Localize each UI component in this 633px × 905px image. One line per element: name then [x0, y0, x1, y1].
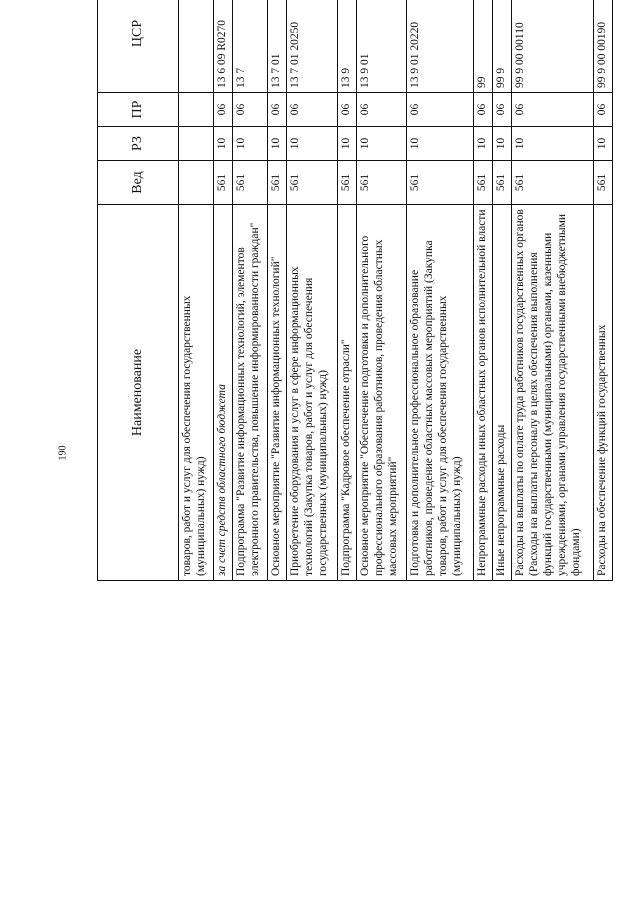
- row-csr: 13 6 09 R0270: [213, 0, 232, 93]
- table-row: [286, 0, 337, 581]
- row-rz: 10: [286, 127, 337, 161]
- row-rz: [179, 127, 214, 161]
- budget-table: [97, 0, 613, 581]
- row-pr: 06: [213, 93, 232, 127]
- row-name: Подпрограмма "Развитие информационных технологий, элементов электронного правительства, повышение информированности граждан": [232, 205, 267, 581]
- header-rz: РЗ: [98, 127, 179, 161]
- row-rz: 10: [492, 127, 511, 161]
- row-ved: 561: [356, 161, 407, 205]
- row-pr: 06: [473, 93, 492, 127]
- row-csr: 99: [473, 0, 492, 93]
- table-row: [492, 0, 511, 581]
- row-csr: [179, 0, 214, 93]
- row-rz: 10: [337, 127, 356, 161]
- row-rz: 10: [473, 127, 492, 161]
- table-row: [267, 0, 286, 581]
- row-pr: 06: [286, 93, 337, 127]
- row-rz: 10: [267, 127, 286, 161]
- row-pr: 06: [337, 93, 356, 127]
- row-pr: 06: [511, 93, 593, 127]
- header-ved: Вед: [98, 161, 179, 205]
- row-ved: 561: [232, 161, 267, 205]
- row-csr: 13 9: [337, 0, 356, 93]
- row-csr: 13 7 01 20250: [286, 0, 337, 93]
- table-row: [593, 0, 612, 581]
- row-rz: 10: [407, 127, 473, 161]
- table-row: [356, 0, 407, 581]
- row-name: Подпрограмма "Кадровое обеспечение отрасли": [337, 205, 356, 581]
- header-pr: ПР: [98, 93, 179, 127]
- row-pr: [179, 93, 214, 127]
- table-row: [337, 0, 356, 581]
- row-rz: 10: [213, 127, 232, 161]
- row-pr: 06: [593, 93, 612, 127]
- row-name: Иные непрограммные расходы: [492, 205, 511, 581]
- row-rz: 10: [232, 127, 267, 161]
- row-name: Приобретение оборудования и услуг в сфере информационных технологий (Закупка товаров, работ и услуг для обеспечения государственных (муниципальных) нужд): [286, 205, 337, 581]
- row-ved: 561: [267, 161, 286, 205]
- row-csr: 13 7: [232, 0, 267, 93]
- row-name: Расходы на обеспечение функций государственных: [593, 205, 612, 581]
- header-row: [98, 0, 179, 581]
- row-ved: 561: [407, 161, 473, 205]
- header-name: Наименование: [98, 205, 179, 581]
- row-ved: 561: [511, 161, 593, 205]
- row-rz: 10: [593, 127, 612, 161]
- row-name: Основное мероприятие "Обеспечение подготовки и дополнительного профессионального образования работников, проведения областных массовых мероприятий": [356, 205, 407, 581]
- row-pr: 06: [492, 93, 511, 127]
- header-csr: ЦСР: [98, 0, 179, 93]
- row-rz: 10: [511, 127, 593, 161]
- row-rz: 10: [356, 127, 407, 161]
- row-csr: 99 9 00 00190: [593, 0, 612, 93]
- row-name: товаров, работ и услуг для обеспечения государственных (муниципальных) нужд): [179, 205, 214, 581]
- table-row: [232, 0, 267, 581]
- row-csr: 99 9: [492, 0, 511, 93]
- table-wrapper: [97, 0, 613, 581]
- table-row: [407, 0, 473, 581]
- row-ved: 561: [473, 161, 492, 205]
- table-row: [213, 0, 232, 581]
- table-row: [179, 0, 214, 581]
- row-pr: 06: [232, 93, 267, 127]
- row-csr: 99 9 00 00110: [511, 0, 593, 93]
- row-name: Подготовка и дополнительное профессиональное образование работников, проведение областных массовых мероприятий (Закупка товаров, работ и услуг для обеспечения государственных (муниципальных) нужд): [407, 205, 473, 581]
- row-name: Расходы на выплаты по оплате труда работников государственных органов (Расходы на выплаты персоналу в целях обеспечения выполнения функций государственными (муниципальными) органами, казенными учреждениями, органами управления государственными внебюджетными фондами): [511, 205, 593, 581]
- row-ved: 561: [593, 161, 612, 205]
- table-row: [511, 0, 593, 581]
- row-ved: [179, 161, 214, 205]
- row-pr: 06: [407, 93, 473, 127]
- row-ved: 561: [337, 161, 356, 205]
- table-row: [473, 0, 492, 581]
- row-csr: 13 9 01 20220: [407, 0, 473, 93]
- row-name: Непрограммные расходы иных областных органов исполнительной власти: [473, 205, 492, 581]
- table-body: [179, 0, 613, 581]
- page-number: 190: [57, 445, 69, 461]
- row-name: за счет средств областного бюджета: [213, 205, 232, 581]
- row-csr: 13 7 01: [267, 0, 286, 93]
- row-ved: 561: [213, 161, 232, 205]
- row-csr: 13 9 01: [356, 0, 407, 93]
- row-ved: 561: [286, 161, 337, 205]
- row-pr: 06: [267, 93, 286, 127]
- row-ved: 561: [492, 161, 511, 205]
- rotated-page-area: [97, 19, 613, 881]
- row-pr: 06: [356, 93, 407, 127]
- row-name: Основное мероприятие "Развитие информационных технологий": [267, 205, 286, 581]
